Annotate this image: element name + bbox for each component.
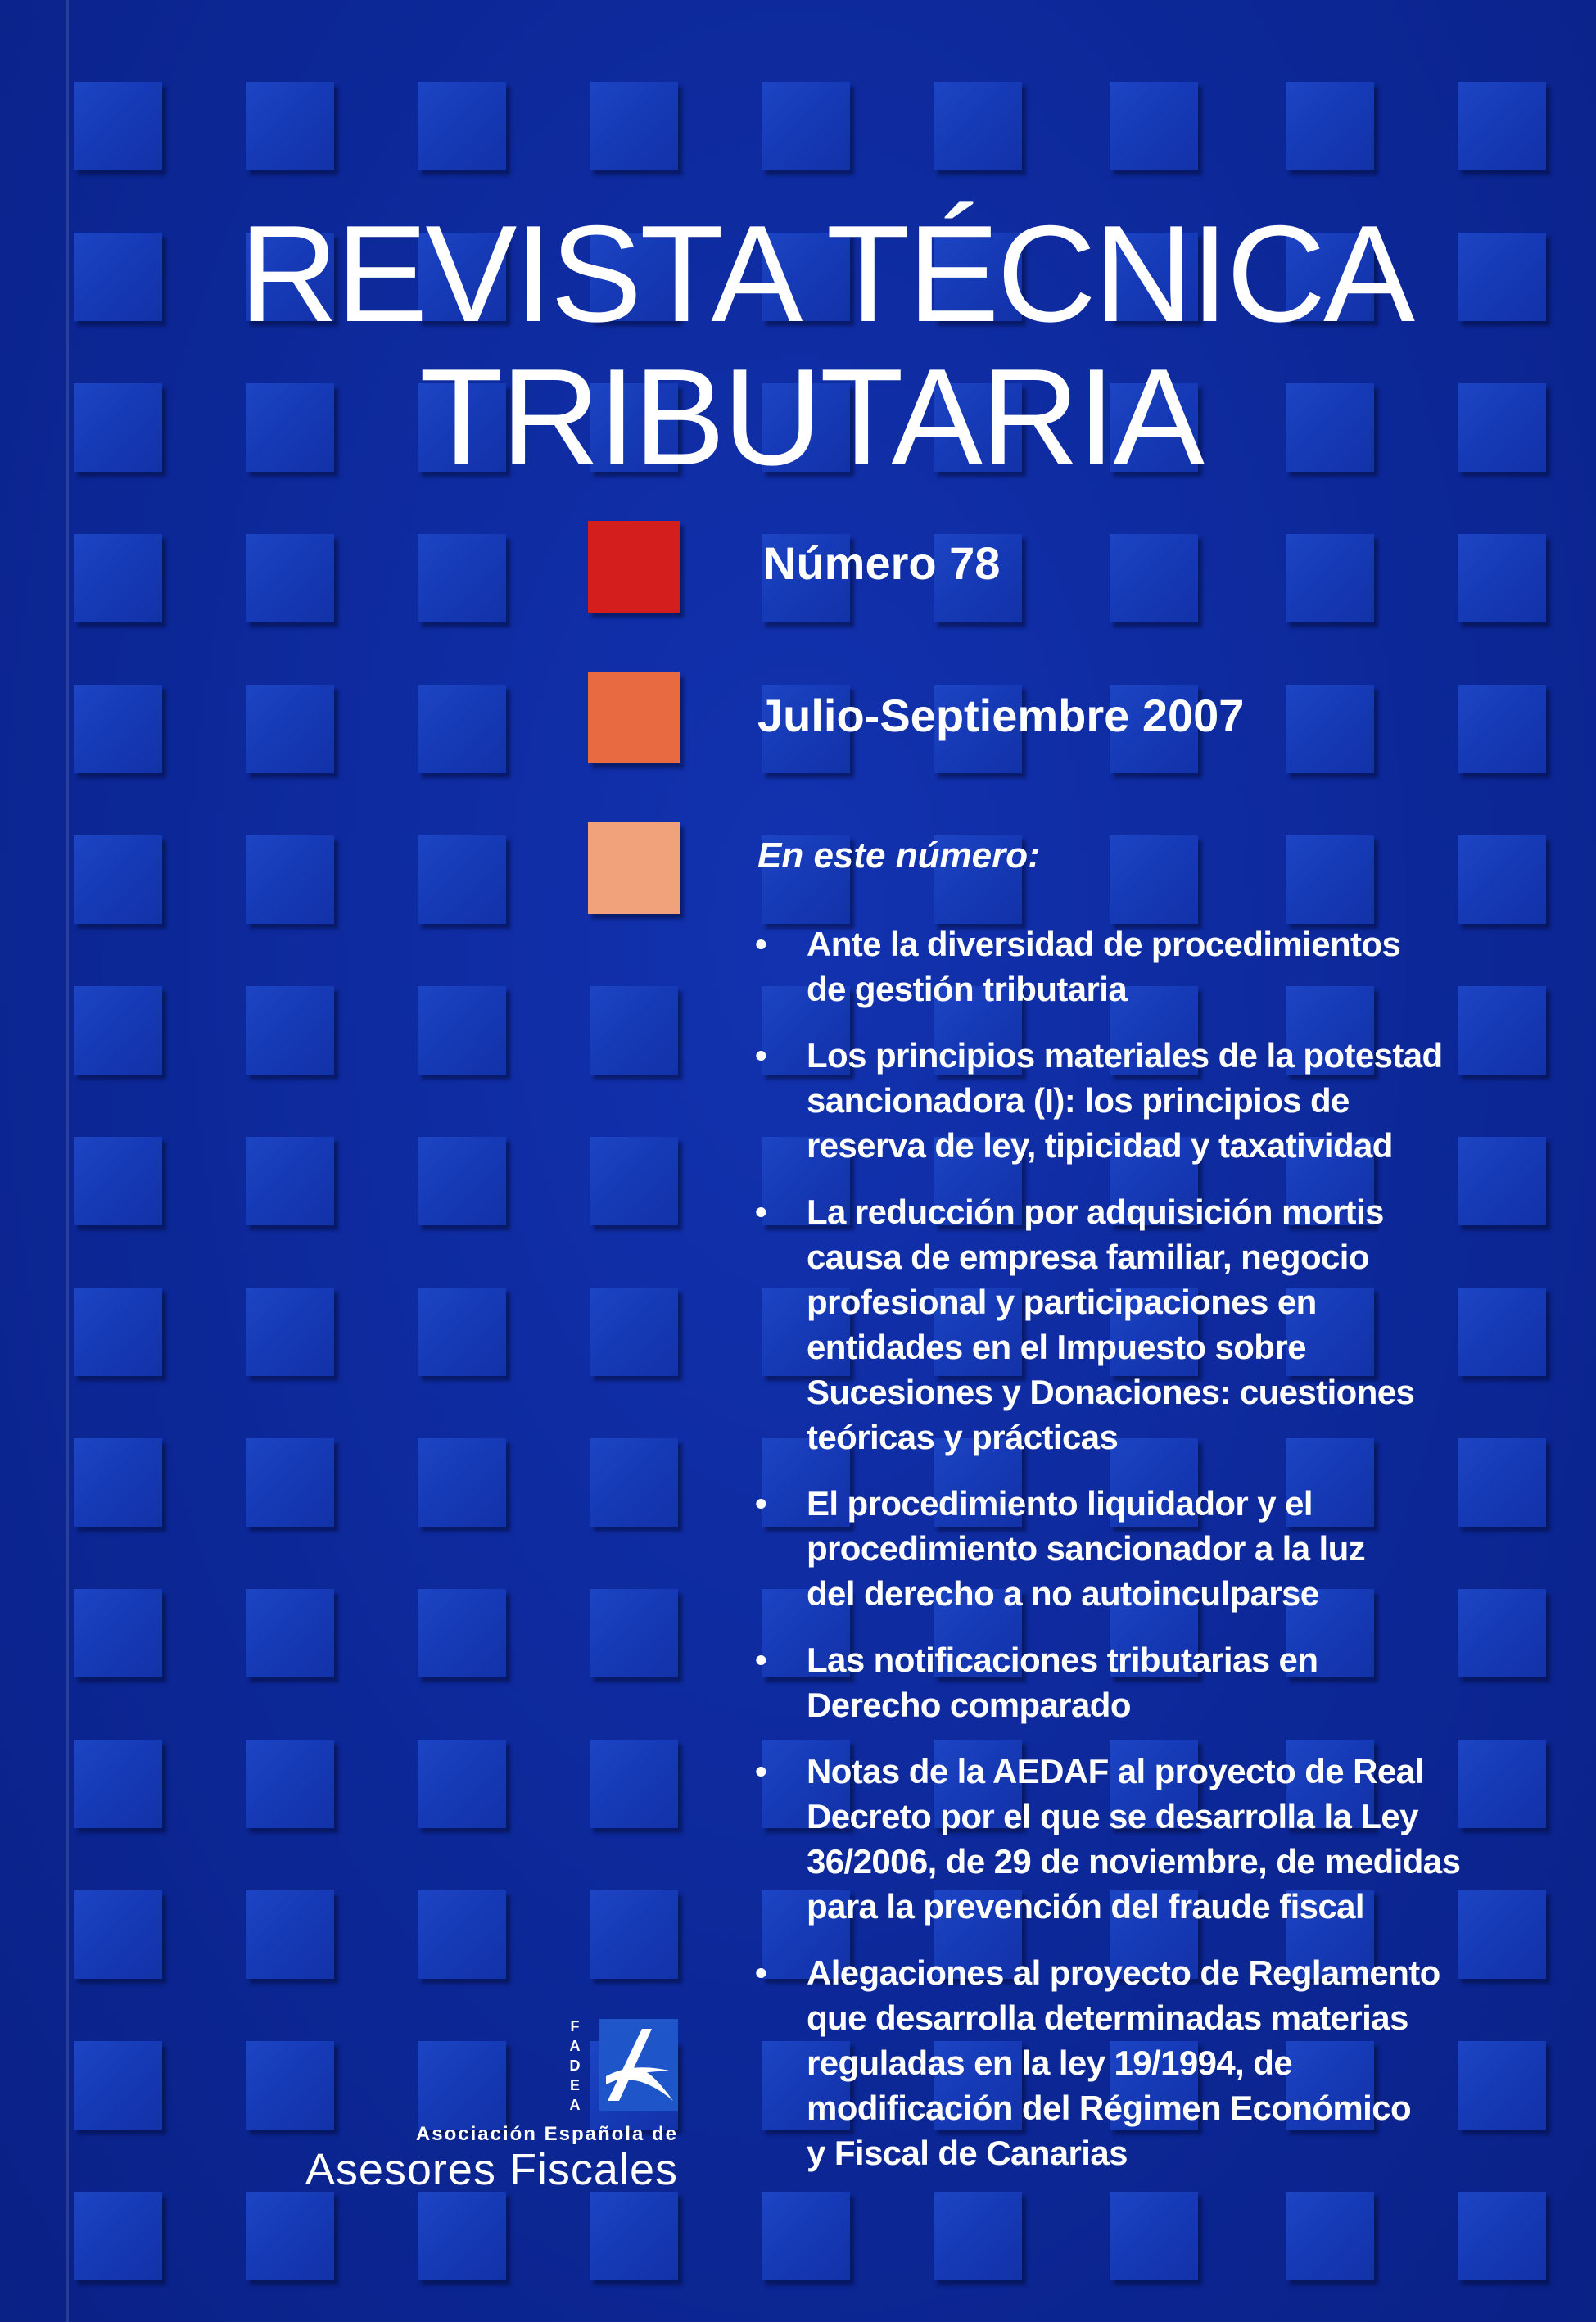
toc-item-text: Alegaciones al proyecto de Reglamento que desarrolla determinadas materias reguladas en la ley 19/1994, de modificación del Régimen Económico y Fiscal de Canarias xyxy=(807,1953,1440,2172)
grid-square xyxy=(590,986,678,1075)
grid-square xyxy=(590,2192,678,2280)
grid-square xyxy=(246,2192,334,2280)
grid-square xyxy=(1458,685,1546,773)
table-of-contents xyxy=(745,921,1564,2197)
grid-square xyxy=(74,233,162,321)
grid-square xyxy=(74,986,162,1075)
grid-square xyxy=(418,1288,506,1376)
grid-square xyxy=(1458,2192,1546,2280)
acronym-letter: D xyxy=(569,2057,581,2074)
grid-square xyxy=(418,82,506,170)
grid-square xyxy=(74,1740,162,1828)
grid-square xyxy=(762,2192,850,2280)
grid-square xyxy=(418,2041,506,2130)
toc-item xyxy=(745,1749,1564,1929)
accent-square-red xyxy=(588,521,680,613)
acronym-letter: F xyxy=(570,2018,580,2035)
grid-square xyxy=(1110,2192,1198,2280)
toc-item xyxy=(745,1950,1564,2175)
grid-square xyxy=(74,82,162,170)
publisher-name-line-1: Asociación Española de xyxy=(415,2123,678,2145)
grid-square xyxy=(418,1890,506,1979)
publisher-name-line-2: Asesores Fiscales xyxy=(305,2145,678,2194)
toc-item-text: El procedimiento liquidador y el procedimiento sancionador a la luz del derecho a no autoinculparse xyxy=(807,1484,1366,1613)
accent-square-orange xyxy=(588,672,680,763)
grid-square xyxy=(418,1438,506,1527)
grid-square xyxy=(246,835,334,924)
accent-square-peach xyxy=(588,822,680,914)
grid-square xyxy=(418,1589,506,1677)
grid-square xyxy=(418,685,506,773)
toc-item xyxy=(745,921,1564,1012)
grid-square xyxy=(246,534,334,622)
grid-square xyxy=(1110,835,1198,924)
grid-square xyxy=(762,82,850,170)
grid-square xyxy=(74,1438,162,1527)
toc-item-text: Notas de la AEDAF al proyecto de Real Decreto por el que se desarrolla la Ley 36/2006, de 29 de noviembre, de medidas para la prevención del fraude fiscal xyxy=(807,1752,1461,1926)
grid-square xyxy=(590,1890,678,1979)
grid-square xyxy=(590,1438,678,1527)
grid-square xyxy=(590,1288,678,1376)
grid-square xyxy=(590,1740,678,1828)
grid-square xyxy=(1458,233,1546,321)
grid-square xyxy=(246,986,334,1075)
grid-square xyxy=(590,82,678,170)
bullet-icon: • xyxy=(755,1193,767,1231)
aedaf-logo-symbol xyxy=(599,2019,678,2111)
grid-square xyxy=(74,1589,162,1677)
spine-edge xyxy=(66,0,69,2322)
grid-square xyxy=(74,835,162,924)
toc-item-text: Las notificaciones tributarias en Derecho comparado xyxy=(807,1641,1318,1724)
contents-heading: En este número: xyxy=(757,835,1040,876)
grid-square xyxy=(1286,534,1374,622)
grid-square xyxy=(74,1137,162,1225)
grid-square xyxy=(246,1288,334,1376)
grid-square xyxy=(1110,82,1198,170)
grid-square xyxy=(1458,835,1546,924)
grid-square xyxy=(74,2192,162,2280)
grid-square xyxy=(1286,2192,1374,2280)
grid-square xyxy=(418,1740,506,1828)
toc-item xyxy=(745,1481,1564,1616)
bullet-icon: • xyxy=(755,1036,767,1075)
grid-square xyxy=(1286,383,1374,472)
toc-item-text: Ante la diversidad de procedimientos de gestión tributaria xyxy=(807,925,1401,1008)
aedaf-logo-icon xyxy=(599,2019,678,2111)
toc-item-text: La reducción por adquisición mortis causa de empresa familiar, negocio profesional y participaciones en entidades en el Impuesto sobre Sucesiones y Donaciones: cuestiones teóricas y prácticas xyxy=(807,1193,1415,1456)
grid-square xyxy=(934,82,1022,170)
grid-square xyxy=(246,1438,334,1527)
grid-square xyxy=(418,986,506,1075)
journal-title-line-1: REVISTA TÉCNICA xyxy=(239,197,1413,351)
bullet-icon: • xyxy=(755,1641,767,1679)
grid-square xyxy=(74,1890,162,1979)
toc-item xyxy=(745,1189,1564,1460)
grid-square xyxy=(246,1137,334,1225)
grid-square xyxy=(590,1137,678,1225)
grid-square xyxy=(418,835,506,924)
grid-square xyxy=(1286,685,1374,773)
bullet-icon: • xyxy=(755,925,767,963)
grid-square xyxy=(590,1589,678,1677)
grid-square xyxy=(418,2192,506,2280)
toc-item-text: Los principios materiales de la potestad sancionadora (I): los principios de reserva de ley, tipicidad y taxatividad xyxy=(807,1036,1443,1165)
grid-square xyxy=(246,82,334,170)
journal-title-line-2: TRIBUTARIA xyxy=(419,340,1203,494)
acronym-letter: A xyxy=(569,2097,581,2113)
aedaf-vertical-acronym xyxy=(565,2016,585,2115)
grid-square xyxy=(246,383,334,472)
acronym-letter: A xyxy=(569,2038,581,2054)
grid-square xyxy=(418,534,506,622)
grid-square xyxy=(1458,534,1546,622)
bullet-icon: • xyxy=(755,1752,767,1790)
grid-square xyxy=(1286,82,1374,170)
grid-square xyxy=(418,1137,506,1225)
grid-square xyxy=(74,534,162,622)
grid-square xyxy=(246,1740,334,1828)
grid-square xyxy=(74,685,162,773)
grid-square xyxy=(1458,82,1546,170)
grid-square xyxy=(246,2041,334,2130)
acronym-letter: E xyxy=(569,2077,580,2093)
bullet-icon: • xyxy=(755,1953,767,1992)
bullet-icon: • xyxy=(755,1484,767,1523)
grid-square xyxy=(246,685,334,773)
grid-square xyxy=(1458,383,1546,472)
grid-square xyxy=(74,1288,162,1376)
toc-item xyxy=(745,1033,1564,1168)
issue-period: Julio-Septiembre 2007 xyxy=(757,690,1245,741)
grid-square xyxy=(934,2192,1022,2280)
toc-item xyxy=(745,1637,1564,1727)
grid-square xyxy=(74,383,162,472)
grid-square xyxy=(74,2041,162,2130)
grid-square xyxy=(1110,534,1198,622)
grid-square xyxy=(246,1890,334,1979)
issue-number: Número 78 xyxy=(763,537,1001,589)
grid-square xyxy=(1286,835,1374,924)
grid-square xyxy=(246,1589,334,1677)
